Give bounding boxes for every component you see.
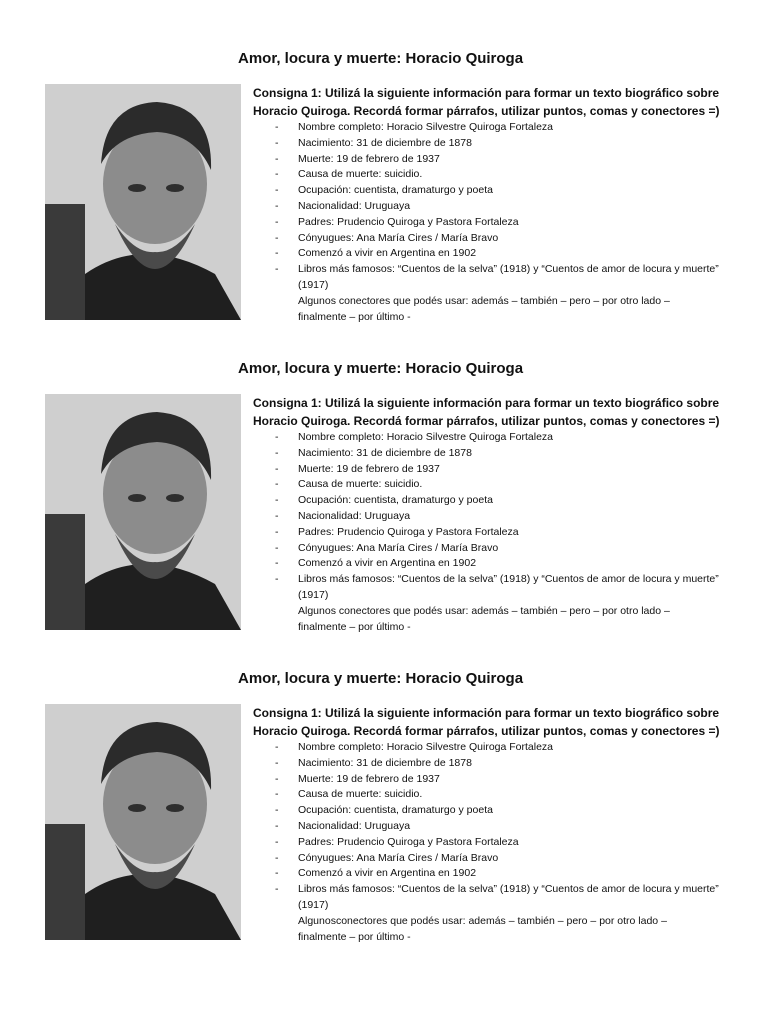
assignment-instructions: Consigna 1: Utilizá la siguiente información para formar un texto biográfico sobre Horacio Quiroga. Recordá formar párrafos, utilizar puntos, comas y conectores =) — [253, 396, 720, 428]
list-item: - Causa de muerte: suicidio. — [275, 478, 423, 491]
list-item: - Ocupación: cuentista, dramaturgo y poeta — [275, 184, 493, 197]
portrait-photo — [45, 704, 241, 940]
list-item: - Nacimiento: 31 de diciembre de 1878 — [275, 756, 472, 769]
list-item: - Nacimiento: 31 de diciembre de 1878 — [275, 136, 472, 149]
list-item: - Nacionalidad: Uruguaya — [275, 509, 411, 522]
assignment-instructions: Consigna 1: Utilizá la siguiente información para formar un texto biográfico sobre Horacio Quiroga. Recordá formar párrafos, utilizar puntos, comas y conectores =) — [253, 706, 720, 738]
list-item: - Comenzó a vivir en Argentina en 1902 — [275, 247, 477, 260]
list-item: - Muerte: 19 de febrero de 1937 — [275, 772, 440, 785]
list-item: - Muerte: 19 de febrero de 1937 — [275, 152, 440, 165]
worksheet-block-1 — [0, 50, 768, 360]
list-item: - Cónyugues: Ana María Cires / María Bravo — [275, 231, 499, 244]
list-item: - Libros más famosos: “Cuentos de la selva” (1918) y “Cuentos de amor de locura y muerte” (1917) — [275, 883, 719, 911]
list-item: - Libros más famosos: “Cuentos de la selva” (1918) y “Cuentos de amor de locura y muerte” (1917) — [275, 263, 719, 291]
biography-facts-list — [253, 120, 723, 294]
list-item: - Cónyugues: Ana María Cires / María Bravo — [275, 851, 499, 864]
connectors-note: Algunosconectores que podés usar: además – también – pero – por otro lado – finalmente – por último - — [298, 915, 667, 943]
worksheet-title: Amor, locura y muerte: Horacio Quiroga — [238, 50, 524, 67]
list-item: - Nombre completo: Horacio Silvestre Quiroga Fortaleza — [275, 121, 554, 133]
worksheet-block-2 — [0, 360, 768, 670]
portrait-photo — [45, 84, 241, 320]
list-item: - Comenzó a vivir en Argentina en 1902 — [275, 867, 477, 880]
biography-facts-list — [253, 740, 723, 914]
biography-facts-list — [253, 430, 723, 604]
list-item: - Padres: Prudencio Quiroga y Pastora Fortaleza — [275, 215, 519, 228]
list-item: - Padres: Prudencio Quiroga y Pastora Fortaleza — [275, 835, 519, 848]
list-item: - Ocupación: cuentista, dramaturgo y poeta — [275, 494, 493, 507]
portrait-image-icon — [45, 84, 241, 320]
assignment-instructions: Consigna 1: Utilizá la siguiente información para formar un texto biográfico sobre Horacio Quiroga. Recordá formar párrafos, utilizar puntos, comas y conectores =) — [253, 86, 720, 118]
connectors-note: Algunos conectores que podés usar: además – también – pero – por otro lado – finalmente – por último - — [298, 605, 670, 633]
list-item: - Causa de muerte: suicidio. — [275, 168, 423, 181]
list-item: - Comenzó a vivir en Argentina en 1902 — [275, 557, 477, 570]
connectors-note: Algunos conectores que podés usar: además – también – pero – por otro lado – finalmente – por último - — [298, 295, 670, 323]
list-item: - Muerte: 19 de febrero de 1937 — [275, 462, 440, 475]
list-item: - Causa de muerte: suicidio. — [275, 788, 423, 801]
worksheet-block-3 — [0, 670, 768, 980]
worksheet-title: Amor, locura y muerte: Horacio Quiroga — [238, 360, 524, 377]
list-item: - Nacimiento: 31 de diciembre de 1878 — [275, 446, 472, 459]
list-item: - Nacionalidad: Uruguaya — [275, 819, 411, 832]
portrait-image-icon — [45, 704, 241, 940]
list-item: - Ocupación: cuentista, dramaturgo y poeta — [275, 804, 493, 817]
list-item: - Libros más famosos: “Cuentos de la selva” (1918) y “Cuentos de amor de locura y muerte” (1917) — [275, 573, 719, 601]
worksheet-title: Amor, locura y muerte: Horacio Quiroga — [238, 670, 524, 687]
list-item: - Nombre completo: Horacio Silvestre Quiroga Fortaleza — [275, 741, 554, 753]
list-item: - Nombre completo: Horacio Silvestre Quiroga Fortaleza — [275, 431, 554, 443]
portrait-photo — [45, 394, 241, 630]
portrait-image-icon — [45, 394, 241, 630]
list-item: - Nacionalidad: Uruguaya — [275, 199, 411, 212]
list-item: - Padres: Prudencio Quiroga y Pastora Fortaleza — [275, 525, 519, 538]
list-item: - Cónyugues: Ana María Cires / María Bravo — [275, 541, 499, 554]
